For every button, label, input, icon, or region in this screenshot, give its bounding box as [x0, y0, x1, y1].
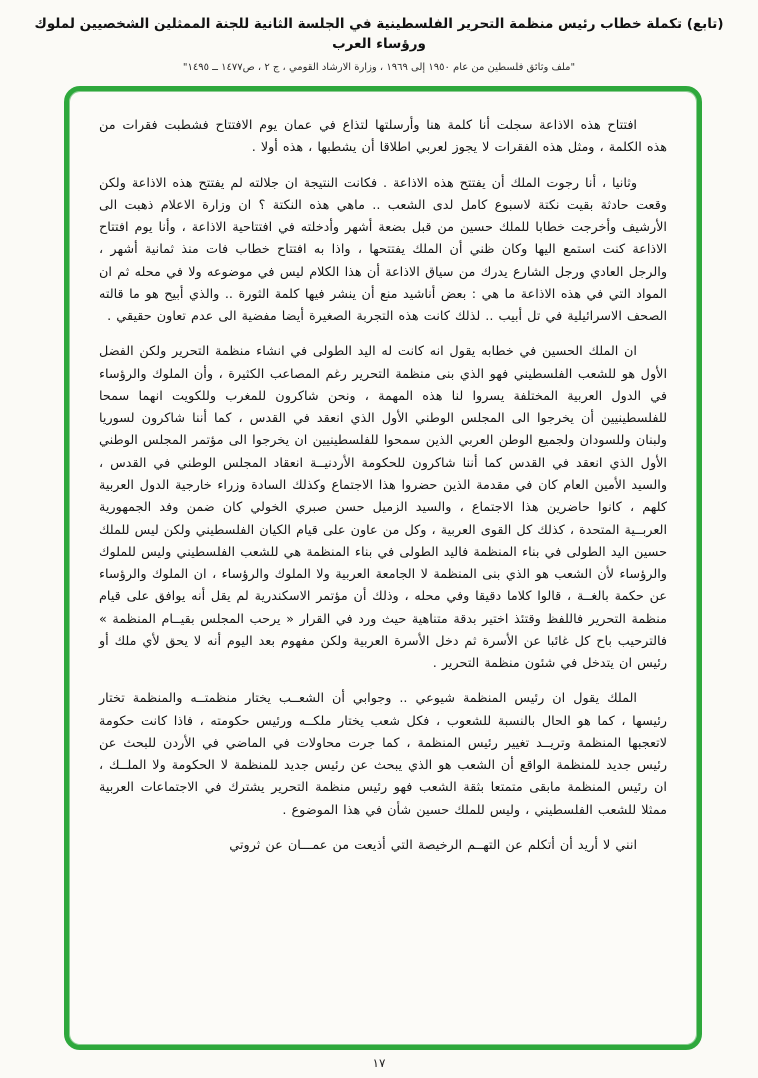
source-citation: "ملف وثائق فلسطين من عام ١٩٥٠ إلى ١٩٦٩ ، وزارة الارشاد القومي ، ج ٢ ، ص١٤٧٧ ــ ١٤٩٥"	[182, 61, 576, 73]
page-number: ١٧	[372, 1056, 386, 1070]
paragraph: الملك يقول ان رئيس المنظمة شيوعي .. وجوابي أن الشعــب يختار منظمتــه والمنظمة تختار رئيسها ، كما هو الحال بالنسبة للشعوب ، فكل شعب يختار ملكــه ورئيس حكومته ، فاذا كانت حكومة لاتعجبها المنظمة وتريــد تغيير رئيس المنظمة ، كما جرت محاولات في الماضي في الأردن للبحث عن رئيس جديد للمنظمة الواقع أن الشعب هو الذي يبحث عن رئيس جديد للمنظمة لا الحكومة ولا الملــك ، ان رئيس المنظمة مابقى متمتعا بثقة الشعب فهو رئيس منظمة التحرير يشترك في الاجتماعات العربية ممثلا للشعب الفلسطيني ، وليس للملك حسين شأن في هذا الموضوع .	[99, 691, 667, 818]
paragraph: افتتاح هذه الاذاعة سجلت أنا كلمة هنا وأرسلتها لتذاع في عمان يوم الافتتاح فشطبت فقرات من هذه الكلمة ، ومثل هذه الفقرات لا يجوز لعربي اطلاقا أن يشطبها ، هذه أولا .	[99, 118, 667, 156]
paragraph: ان الملك الحسين في خطابه يقول انه كانت له اليد الطولى في انشاء منظمة التحرير ولكن الفضل الأول هو للشعب الفلسطيني فهو الذي بنى منظمة التحرير رغم المصاعب الكثيرة ، وأن الملوك والرؤساء في الدول العربية المختلفة يسروا لنا هذه المهمة ، ونحن شاكرون للمغرب وللكويت انهما سمحا للفلسطينيين أن يخرجوا الى المجلس الوطني الأول الذي انعقد في القدس ، كما أننا شاكرون لسوريا ولبنان وللسودان ولجميع الوطن العربي الذين سمحوا للفلسطينيين ان يخرجوا الى مؤتمر المجلس الوطني الأول الذي انعقد في القدس كما أننا شاكرون للحكومة الأردنيــة انعقاد المجلس الوطني في القدس ، والسيد الأمين العام كان في مقدمة الذين حضروا هذا الاجتماع وكذلك السادة وزراء خارجية الدول العربية كلهم ، كانوا حاضرين هذا الاجتماع ، والسيد الزميل حسن صبري الخولي كان ضمن وفد الجمهورية العربــية المتحدة ، كذلك كل القوى العربية ، وكل من عاون على قيام الكيان الفلسطيني ولكن ليس للملك حسين اليد الطولى في بناء المنظمة فاليد الطولى في بناء المنظمة هي للشعب الفلسطيني وليس للملوك والرؤساء لأن الشعب هو الذي بنى المنظمة لا الجامعة العربية ولا الملوك والرؤساء ، ان الملوك والرؤساء عن حكمة بالغــة ، قالوا كلاما دقيقا وفي محله ، وذلك أن مؤتمر الاسكندرية لم يقل أنه يوافق على قيام منظمة التحرير فاللفظ وقتئذ اختير بدقة متناهية حيث ورد في القرار « يرحب المجلس بقيــام المنظمة » فالترحيب باح كل غائبا عن الأسرة ثم دخل الأسرة العربية ولكن مفهوم بعد اليوم أنه لا يحق لأي ملك أو رئيس ان يتدخل في شئون منظمة التحرير .	[99, 344, 667, 672]
page-title: (تابع) تكملة خطاب رئيس منظمة التحرير الفلسطينية في الجلسة الثانية للجنة الممثلين الشخصيين لملوك ورؤساء العرب	[34, 16, 724, 53]
paragraph: وثانيا ، أنا رجوت الملك أن يفتتح هذه الاذاعة . فكانت النتيجة ان جلالته لم يفتتح هذه الاذاعة ولكن وقعت حادثة بقيت نكتة لاسبوع كامل لدى الشعب .. ماهي هذه النكتة ؟ ان وزارة الاعلام ذهبت الى الأرشيف وأخرجت خطابا للملك حسين من قبل بضعة أشهر وأدخلته في افتتاحية الاذاعة ، وأنا يوم افتتاح الاذاعة كنت استمع اليها وكان ظني أن الملك يفتتحها ، واذا به افتتاح خطاب فات منذ ثمانية أشهر ، والرجل العادي ورجل الشارع يدرك من سياق الاذاعة أن هذا الكلام ليس في موضوعه ولا في محله ثم ان المواد التي في هذه الاذاعة ما هي : بعض أناشيد منع أن ينشر فيها كلمة الثورة .. والذي أبيح هو ما قالته الصحف الاسرائيلية في تل أبيب .. لذلك كانت هذه التجربة الصغيرة أيضا مفضية الى عدم تعاون حقيقي .	[99, 175, 667, 325]
paragraph: انني لا أريد أن أتكلم عن التهــم الرخيصة التي أذيعت من عمـــان عن ثروتي	[229, 837, 637, 853]
document-header	[0, 14, 758, 73]
text-frame	[64, 86, 702, 1050]
